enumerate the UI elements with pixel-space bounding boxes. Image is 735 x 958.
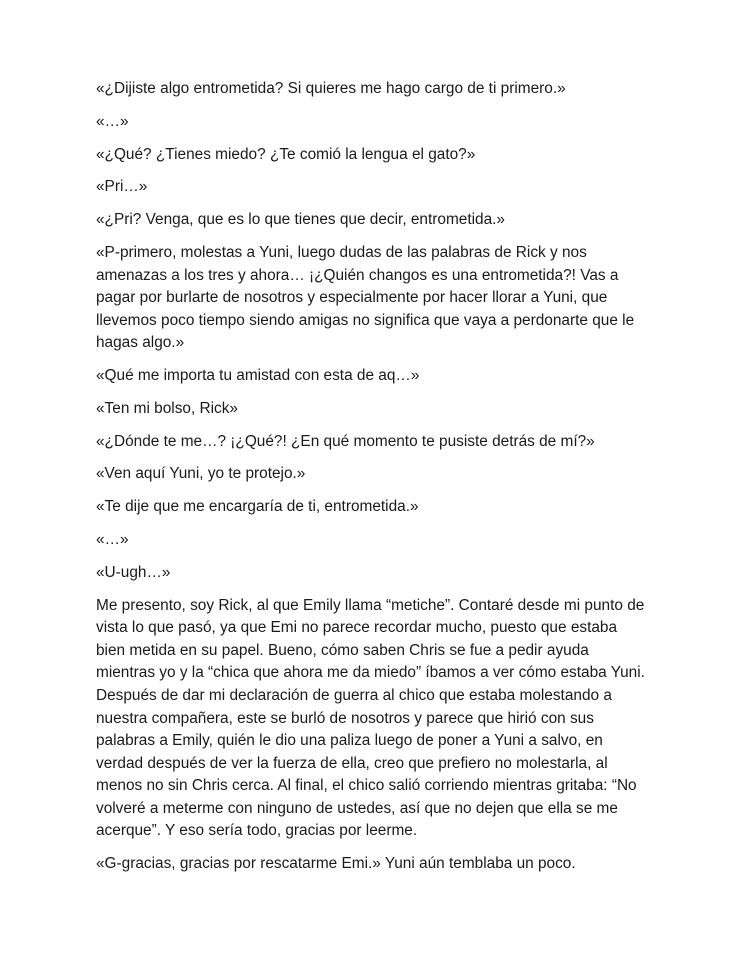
paragraph: «Pri…» — [96, 178, 148, 196]
paragraph: Me presento, soy Rick, al que Emily llama “metiche”. Contaré desde mi punto de vista lo que pasó, ya que Emi no parece recordar mucho, puesto que estaba bien metida en su papel. Bueno, cómo saben Chris se fue a pedir ayuda mientras yo y la “chica que ahora me da miedo” íbamos a ver cómo estaba Yuni. Después de dar mi declaración de guerra al chico que estaba molestando a nuestra compañera, este se burló de nosotros y parece que hirió con sus palabras a Emily, quién le dio una paliza luego de poner a Yuni a salvo, en verdad después de ver la fuerza de ella, creo que prefiero no molestarla, al menos no sin Chris cerca. Al final, el chico salió corriendo mientras gritaba: “No volveré a meterme con ninguno de ustedes, así que no dejen que ella se me acerque”. Y eso sería todo, gracias por leerme. — [96, 596, 645, 840]
paragraph: «P-primero, molestas a Yuni, luego dudas de las palabras de Rick y nos amenazas a los tres y ahora… ¡¿Quién changos es una entrometida?! Vas a pagar por burlarte de nosotros y especialmente por hacer llorar a Yuni, que llevemos poco tiempo siendo amigas no significa que vaya a perdonarte que le hagas algo.» — [96, 243, 635, 352]
paragraph: «U-ugh…» — [96, 563, 171, 581]
paragraph: «¿Dónde te me…? ¡¿Qué?! ¿En qué momento te pusiste detrás de mí?» — [96, 432, 595, 450]
paragraph: «…» — [96, 530, 129, 548]
paragraph: «¿Qué? ¿Tienes miedo? ¿Te comió la lengua el gato?» — [96, 145, 476, 163]
paragraph: «Ven aquí Yuni, yo te protejo.» — [96, 465, 306, 483]
paragraph: «…» — [96, 112, 129, 130]
paragraph: «¿Dijiste algo entrometida? Si quieres me hago cargo de ti primero.» — [96, 80, 566, 97]
document-body — [96, 78, 648, 886]
paragraph: «Te dije que me encargaría de ti, entrometida.» — [96, 498, 419, 516]
paragraph: «Qué me importa tu amistad con esta de aq…» — [96, 367, 420, 385]
paragraph: «¿Pri? Venga, que es lo que tienes que decir, entrometida.» — [96, 211, 505, 229]
paragraph: «G-gracias, gracias por rescatarme Emi.» Yuni aún temblaba un poco. — [96, 855, 576, 873]
paragraph: «Ten mi bolso, Rick» — [96, 399, 238, 417]
